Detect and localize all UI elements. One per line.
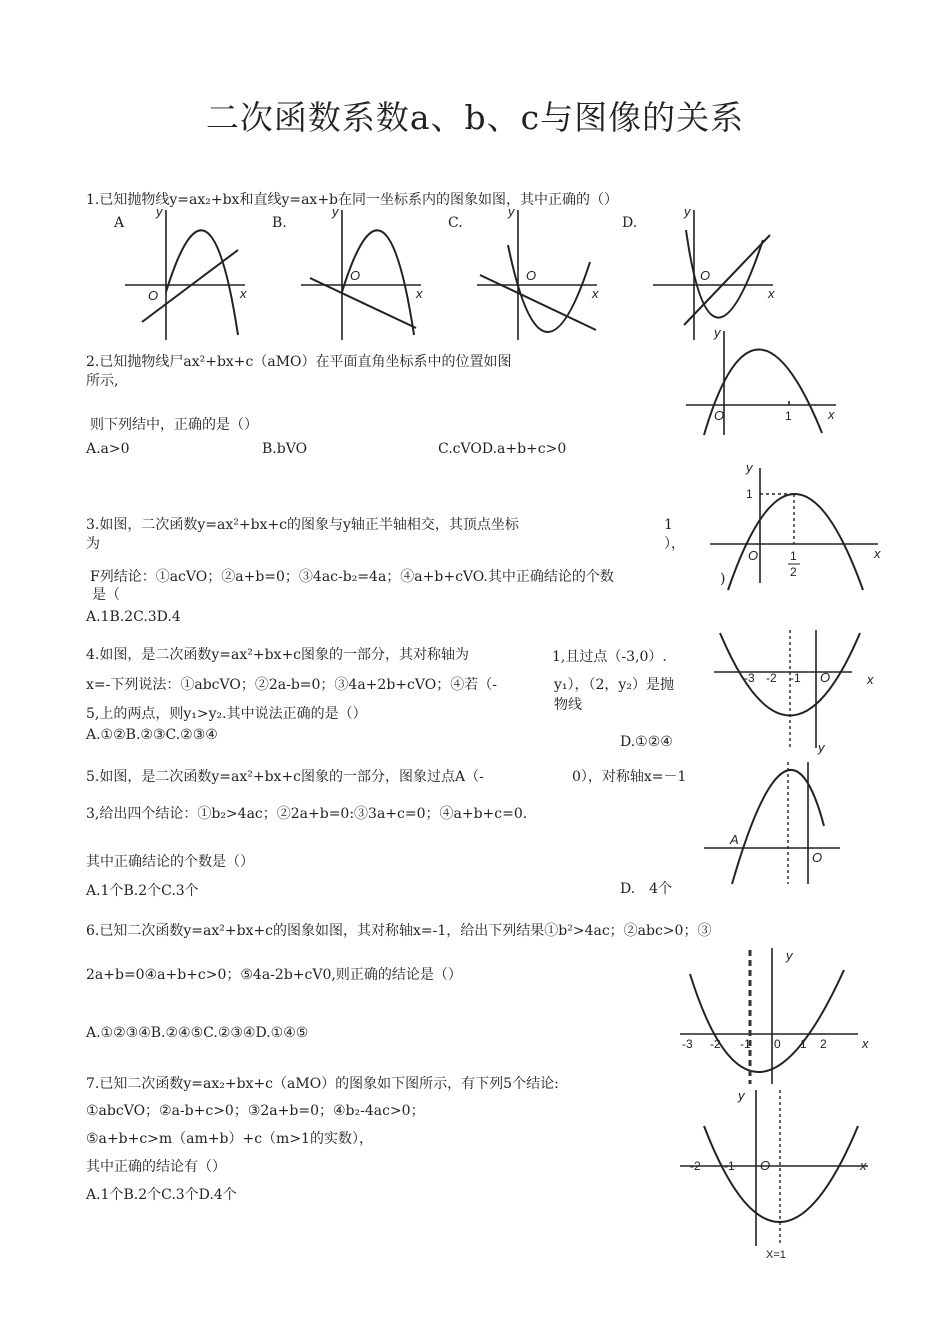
q1-graph-a xyxy=(120,200,260,345)
q3-line-3: F列结论：①acVO；②a+b=0；③4ac-b₂=4a；④a+b+cVO.其中正确结论的个数 xyxy=(90,569,614,585)
parabola xyxy=(166,230,238,335)
parabola xyxy=(508,245,590,332)
q6-line-1: 6.已知二次函数y=ax²+bx+c的图象如图，其对称轴x=-1，给出下列结果①b²>4ac；②abc>0；③ xyxy=(86,923,712,939)
q3-graph xyxy=(708,458,888,603)
q2-option-b: B.bVO xyxy=(262,441,308,457)
q1-stem: 1.已知抛物线y=ax₂+bx和直线y=ax+b在同一坐标系内的图象如图，其中正确的（） xyxy=(86,192,619,208)
q3-line-1-right: 1 xyxy=(664,517,673,533)
point-a-label: A xyxy=(730,832,739,847)
q7-line-2: ①abcVO；②a-b+c>0；③2a+b=0；④b₂-4ac>0； xyxy=(86,1103,425,1119)
tick-m2: -2 xyxy=(710,1037,721,1051)
x-label: x xyxy=(828,407,835,422)
origin-label: O xyxy=(820,670,831,685)
q6-graph xyxy=(676,944,876,1088)
q7-graph xyxy=(676,1086,876,1266)
q7-line-4: 其中正确的结论有（） xyxy=(86,1159,226,1175)
q1-option-a: A xyxy=(114,215,125,231)
x-label: x xyxy=(862,1036,869,1051)
y-tick-1: 1 xyxy=(746,487,753,501)
origin-label: O xyxy=(760,1158,771,1173)
symmetry-label: X=1 xyxy=(766,1249,786,1261)
q4-option-d: D.①②④ xyxy=(620,734,673,750)
q3-line-3-right: ) xyxy=(720,571,726,587)
q7-options: A.1个B.2个C.3个D.4个 xyxy=(86,1187,237,1203)
q4-line-2: x=-下列说法：①abcVO；②2a-b=0；③4a+2b+cVO；④若（- xyxy=(86,677,497,693)
y-label: y xyxy=(332,204,339,219)
tick-label-1: 1 xyxy=(785,409,792,423)
q3-line-1: 3.如图，二次函数y=ax²+bx+c的图象与y轴正半轴相交，其顶点坐标 xyxy=(86,517,519,533)
page-title: 二次函数系数a、b、c与图像的关系 xyxy=(205,98,745,137)
q1-graph-c xyxy=(472,200,612,345)
q3-line-2: 为 xyxy=(86,536,100,552)
origin-label: O xyxy=(748,548,759,563)
origin-label: O xyxy=(812,850,823,865)
q4-line-3-right: 物线 xyxy=(554,697,582,713)
half-denominator: 2 xyxy=(790,565,797,579)
q5-graph xyxy=(700,760,850,888)
q1-graph-d xyxy=(648,200,788,345)
q7-line-1: 7.已知二次函数y=ax₂+bx+c（aMO）的图象如下图所示，有下列5个结论: xyxy=(86,1076,559,1092)
y-label: y xyxy=(156,204,163,219)
q4-line-1: 4.如图，是二次函数y=ax²+bx+c图象的一部分，其对称轴为 xyxy=(86,647,470,663)
q5-line-3: 其中正确结论的个数是（） xyxy=(86,854,254,870)
y-label: y xyxy=(818,740,825,755)
q5-line-2: 3,给出四个结论：①b₂>4ac；②2a+b=0:③3a+c=0；④a+b+c=0. xyxy=(86,806,528,822)
tick-m3: -3 xyxy=(744,671,755,685)
line xyxy=(142,250,238,322)
y-label: y xyxy=(738,1088,745,1103)
q3-line-4: 是（ xyxy=(92,587,120,603)
q2-stem-3: 则下列结中，正确的是（） xyxy=(90,417,258,433)
parabola xyxy=(690,970,844,1072)
tick-m1: -1 xyxy=(790,671,801,685)
y-label: y xyxy=(684,204,691,219)
y-label: y xyxy=(746,460,753,475)
q7-line-3: ⑤a+b+c>m（am+b）+c（m>1的实数）， xyxy=(86,1131,373,1147)
q6-line-2: 2a+b=0④a+b+c>0；⑤4a-2b+cV0,则正确的结论是（） xyxy=(86,967,462,983)
parabola xyxy=(686,230,763,318)
q3-line-2-right: ）， xyxy=(664,536,685,552)
tick-m3: -3 xyxy=(682,1037,693,1051)
parabola xyxy=(704,1126,858,1222)
q4-line-3: 5,上的两点，则y₁>y₂.其中说法正确的是（） xyxy=(86,706,367,722)
q3-options: A.1B.2C.3D.4 xyxy=(86,609,181,625)
origin-label: 0 xyxy=(774,1037,781,1051)
tick-m2: -2 xyxy=(690,1159,701,1173)
x-label: x xyxy=(240,286,247,301)
tick-m1: -1 xyxy=(740,1037,751,1051)
line xyxy=(480,275,596,330)
x-label: x xyxy=(874,546,881,561)
q2-stem-2: 所示, xyxy=(86,373,119,389)
y-label: y xyxy=(786,948,793,963)
origin-label: O xyxy=(526,268,537,283)
origin-label: O xyxy=(714,408,725,423)
x-label: x xyxy=(592,286,599,301)
q1-option-b: B. xyxy=(272,215,287,231)
q4-graph xyxy=(712,628,887,756)
half-numerator: 1 xyxy=(790,549,797,563)
q2-option-a: A.a>0 xyxy=(86,441,130,457)
q2-stem-1: 2.已知抛物线尸ax²+bx+c（aMO）在平面直角坐标系中的位置如图 xyxy=(86,354,512,370)
parabola xyxy=(732,770,824,884)
q5-line-1-right: 0），对称轴x=－1 xyxy=(572,769,687,785)
origin-label: O xyxy=(350,268,361,283)
q4-line-1-right: 1,且过点（-3,0）. xyxy=(552,649,667,665)
x-label: x xyxy=(416,286,423,301)
x-label: x xyxy=(867,672,874,687)
line xyxy=(684,235,770,325)
q1-graph-b xyxy=(296,200,436,345)
tick-1: 1 xyxy=(800,1037,807,1051)
q5-option-d: D. 4个 xyxy=(620,881,673,897)
origin-label: O xyxy=(148,288,159,303)
tick-m2: -2 xyxy=(766,671,777,685)
tick-m1: -1 xyxy=(724,1159,735,1173)
tick-2: 2 xyxy=(820,1037,827,1051)
y-label: y xyxy=(714,325,721,340)
y-label: y xyxy=(508,204,515,219)
q5-line-1: 5.如图，是二次函数y=ax²+bx+c图象的一部分，图象过点A（- xyxy=(86,769,484,785)
q2-option-cd: C.cVOD.a+b+c>0 xyxy=(438,441,567,457)
q4-line-2-right: y₁），（2，y₂）是抛 xyxy=(554,677,674,693)
q1-option-c: C. xyxy=(448,215,463,231)
q4-options: A.①②B.②③C.②③④ xyxy=(86,727,218,743)
x-label: x xyxy=(860,1158,867,1173)
q6-options: A.①②③④B.②④⑤C.②③④D.①④⑤ xyxy=(86,1025,309,1041)
q1-option-d: D. xyxy=(622,215,638,231)
q2-graph xyxy=(684,325,844,437)
q5-options: A.1个B.2个C.3个 xyxy=(86,883,199,899)
x-label: x xyxy=(768,286,775,301)
origin-label: O xyxy=(700,268,711,283)
